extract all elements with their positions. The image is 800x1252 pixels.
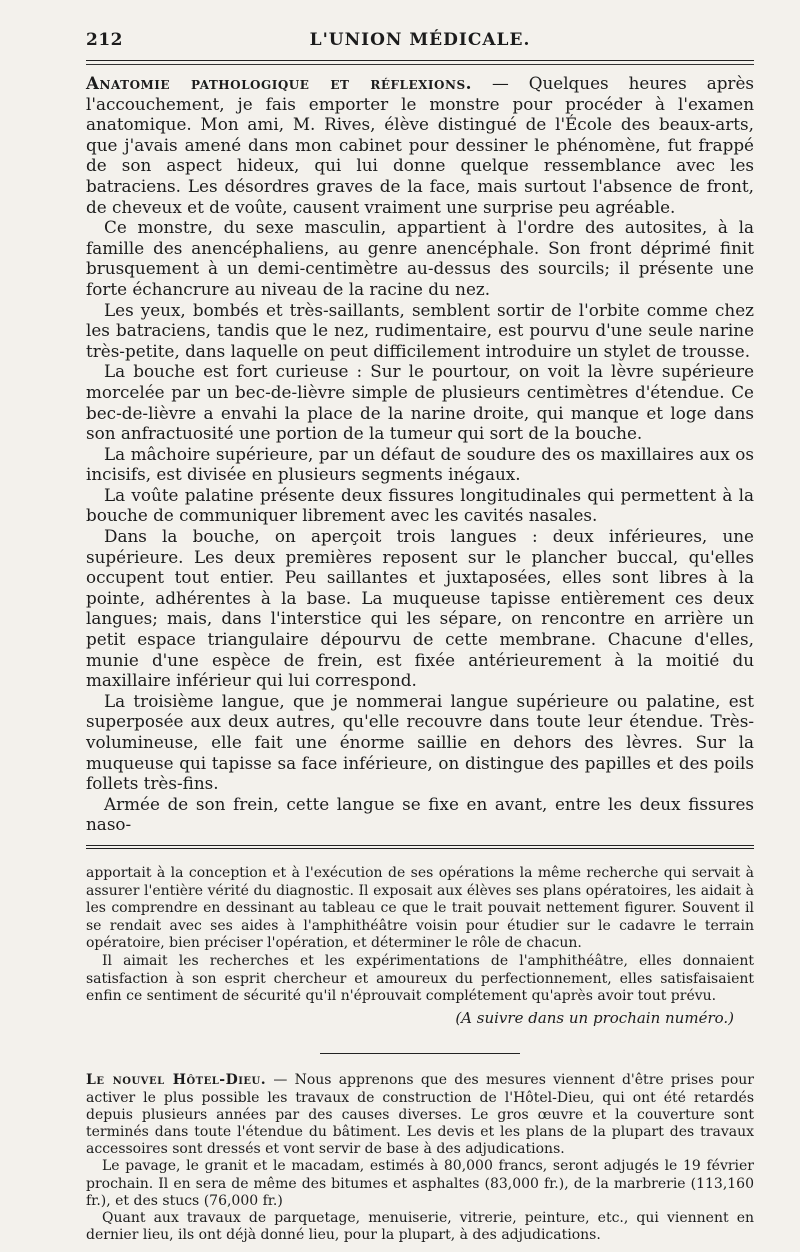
article-paragraph: Ce monstre, du sexe masculin, appartient à l'ordre des autosites, à la famille des anencéphaliens, au genre anencéphale. Son front déprimé finit brusquement à un demi-centimètre au-dessus des sourcils; il présente une forte échancrure au niveau de la racine du nez. — [86, 217, 754, 299]
article-paragraph — [86, 73, 754, 217]
article-body — [86, 73, 754, 835]
article-paragraph: Dans la bouche, on aperçoit trois langues : deux inférieures, une supérieure. Les deux premières reposent sur le plancher buccal, qu'elles occupent tout entier. Peu saillantes et juxtaposées, elles sont libres à la pointe, adhérentes à la base. La muqueuse tapisse entièrement ces deux langues; mais, dans l'interstice qui les sépare, on rencontre en arrière un petit espace triangulaire dépourvu de cette membrane. Chacune d'elles, munie d'une espèce de frein, est fixée antérieurement à la moitié du maxillaire inférieur qui lui correspond. — [86, 526, 754, 691]
running-title: L'UNION MÉDICALE. — [309, 30, 531, 50]
article-paragraph: La troisième langue, que je nommerai langue supérieure ou palatine, est superposée aux deux autres, qu'elle recouvre dans toute leur étendue. Très-volumineuse, elle fait une énorme saillie en dehors des lèvres. Sur la muqueuse qui tapisse sa face inférieure, on distingue des papilles et des poils follets très-fins. — [86, 690, 754, 794]
news-paragraph-text: — Nous apprenons que des mesures viennent d'être prises pour activer le plus possible les travaux de construction de l'Hôtel-Dieu, qui ont été retardés depuis plusieurs années par des causes diverses. Le gros œuvre et la couverture sont terminés dans toute l'étendue du bâtiment. Les devis et les plans de la plupart des travaux accessoires sont dressés et vont servir de base à des adjudications. — [86, 1072, 755, 1158]
footnote-paragraph: apportait à la conception et à l'exécution de ses opérations la même recherche qui servait à assurer l'entière vérité du diagnostic. Il exposait aux élèves ses plans opératoires, les aidait à les comprendre en dessinant au tableau ce que le trait pouvait nettement figurer. Souvent il se rendait avec ses aides à l'amphithéâtre voisin pour étudier sur le cadavre le terrain opératoire, bien préciser l'opération, et déterminer le rôle de chacun. — [86, 864, 754, 952]
page-number: 212 — [86, 30, 123, 50]
article-paragraph: La voûte palatine présente deux fissures longitudinales qui permettent à la bouche de communiquer librement avec les cavités nasales. — [86, 484, 754, 526]
section-divider — [320, 1053, 520, 1054]
article-paragraph: La bouche est fort curieuse : Sur le pourtour, on voit la lèvre supérieure morcelée par un bec-de-lièvre simple de plusieurs centimètres d'étendue. Ce bec-de-lièvre a envahi la place de la narine droite, qui manque et loge dans son anfractuosité une portion de la tumeur qui sort de la bouche. — [86, 361, 754, 444]
news-paragraph: Le pavage, le granit et le macadam, estimés à 80,000 francs, seront adjugés le 19 février prochain. Il en sera de même des bitumes et asphaltes (83,000 fr.), de la marbrerie (113,160 fr.), et des stucs (76,000 fr.) — [86, 1158, 754, 1209]
article-paragraph: La mâchoire supérieure, par un défaut de soudure des os maxillaires aux os incisifs, est divisée en plusieurs segments inégaux. — [86, 443, 754, 485]
news-paragraph — [86, 1072, 754, 1158]
continuation-note: (A suivre dans un prochain numéro.) — [455, 1008, 734, 1027]
news-section — [86, 1072, 754, 1244]
article-paragraph-text: — Quelques heures après l'accouchement, je fais emporter le monstre pour procéder à l'examen anatomique. Mon ami, M. Rives, élève distingué de l'École des beaux-arts, que j'avais amené dans mon cabinet pour dessiner le phénomène, fut frappé de son aspect hideux, qui lui donne quelque ressemblance avec les batraciens. Les désordres graves de la face, mais surtout l'absence de front, de cheveux et de voûte, causent vraiment une surprise peu agréable. — [86, 73, 755, 217]
article-paragraph: Armée de son frein, cette langue se fixe en avant, entre les deux fissures naso- — [86, 793, 754, 835]
footnote-paragraph: Il aimait les recherches et les expérimentations de l'amphithéâtre, elles donnaient satisfaction à son esprit chercheur et amoureux du perfectionnement, elles satisfaisaient enfin ce sentiment de sécurité qu'il n'éprouvait complétement qu'après avoir tout prévu. — [86, 952, 754, 1005]
header-rule — [86, 64, 754, 65]
news-paragraph: Quant aux travaux de parquetage, menuiserie, vitrerie, peinture, etc., qui viennent en dernier lieu, ils ont déjà donné lieu, pour la plupart, à des adjudications. — [86, 1209, 754, 1244]
footnote-separator — [86, 845, 754, 849]
article-paragraph: Les yeux, bombés et très-saillants, semblent sortir de l'orbite comme chez les batraciens, tandis que le nez, rudimentaire, est pourvu d'une seule narine très-petite, dans laquelle on peut difficilement introduire un stylet de trousse. — [86, 299, 754, 361]
footnote — [86, 865, 754, 1027]
news-heading: Le nouvel Hôtel-Dieu. — [86, 1072, 267, 1089]
article-heading: Anatomie pathologique et réflexions. — [86, 73, 472, 93]
page-header — [86, 26, 754, 61]
